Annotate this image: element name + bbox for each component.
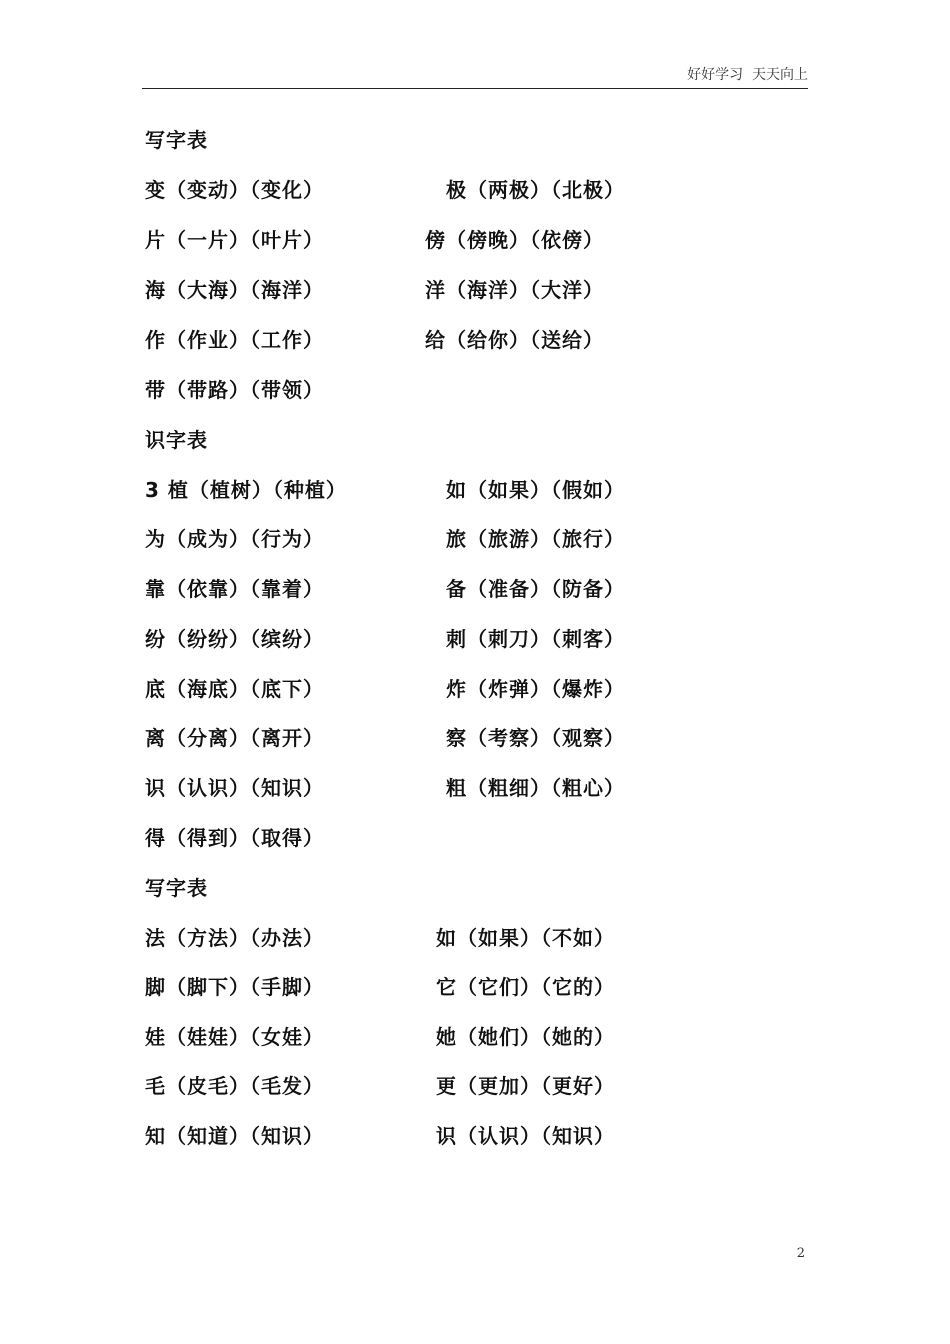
word-entry-left: 海（大海）（海洋） [145, 278, 324, 302]
word-entry-right: 察（考察）（观察） [446, 726, 625, 750]
word-entry-left: 3 植（植树）（种植） [145, 478, 347, 502]
section-heading-writing-1: 写字表 [145, 128, 208, 152]
word-entry-left: 法（方法）（办法） [145, 926, 324, 950]
word-entry-left: 为（成为）（行为） [145, 527, 324, 551]
section-heading-writing-2: 写字表 [145, 876, 208, 900]
word-entry-right: 更（更加）（更好） [436, 1074, 615, 1098]
word-entry-left: 娃（娃娃）（女娃） [145, 1025, 324, 1049]
section-heading-recognition: 识字表 [145, 428, 208, 452]
word-entry-right: 旅（旅游）（旅行） [446, 527, 625, 551]
word-entry-left: 离（分离）（离开） [145, 726, 324, 750]
word-entry-right: 备（准备）（防备） [446, 577, 625, 601]
word-entry-left: 识（认识）（知识） [145, 776, 324, 800]
word-entry-left: 得（得到）（取得） [145, 826, 324, 850]
word-entry-left: 靠（依靠）（靠着） [145, 577, 324, 601]
word-entry-right: 如（如果）（假如） [446, 478, 625, 502]
header-divider [142, 88, 808, 89]
word-entry-right: 极（两极）（北极） [446, 178, 625, 202]
word-entry-right: 傍（傍晚）（依傍） [425, 228, 604, 252]
word-entry-right: 她（她们）（她的） [436, 1025, 615, 1049]
word-entry-left: 变（变动）（变化） [145, 178, 324, 202]
word-entry-left: 带（带路）（带领） [145, 378, 324, 402]
word-entry-right: 如（如果）（不如） [436, 926, 615, 950]
word-entry-right: 炸（炸弹）（爆炸） [446, 677, 625, 701]
page-header-slogan: 好好学习 天天向上 [687, 67, 808, 83]
word-entry-left: 知（知道）（知识） [145, 1124, 324, 1148]
word-entry-left: 底（海底）（底下） [145, 677, 324, 701]
word-entry-right: 它（它们）（它的） [436, 975, 615, 999]
word-entry-right: 粗（粗细）（粗心） [446, 776, 625, 800]
page-number: 2 [796, 1246, 805, 1261]
word-entry-right: 给（给你）（送给） [425, 328, 604, 352]
word-entry-right: 刺（刺刀）（刺客） [446, 627, 625, 651]
word-entry-left: 纷（纷纷）（缤纷） [145, 627, 324, 651]
word-entry-right: 洋（海洋）（大洋） [425, 278, 604, 302]
word-entry-left: 脚（脚下）（手脚） [145, 975, 324, 999]
word-entry-left: 毛（皮毛）（毛发） [145, 1074, 324, 1098]
word-entry-right: 识（认识）（知识） [436, 1124, 615, 1148]
word-entry-left: 作（作业）（工作） [145, 328, 324, 352]
word-entry-left: 片（一片）（叶片） [145, 228, 324, 252]
